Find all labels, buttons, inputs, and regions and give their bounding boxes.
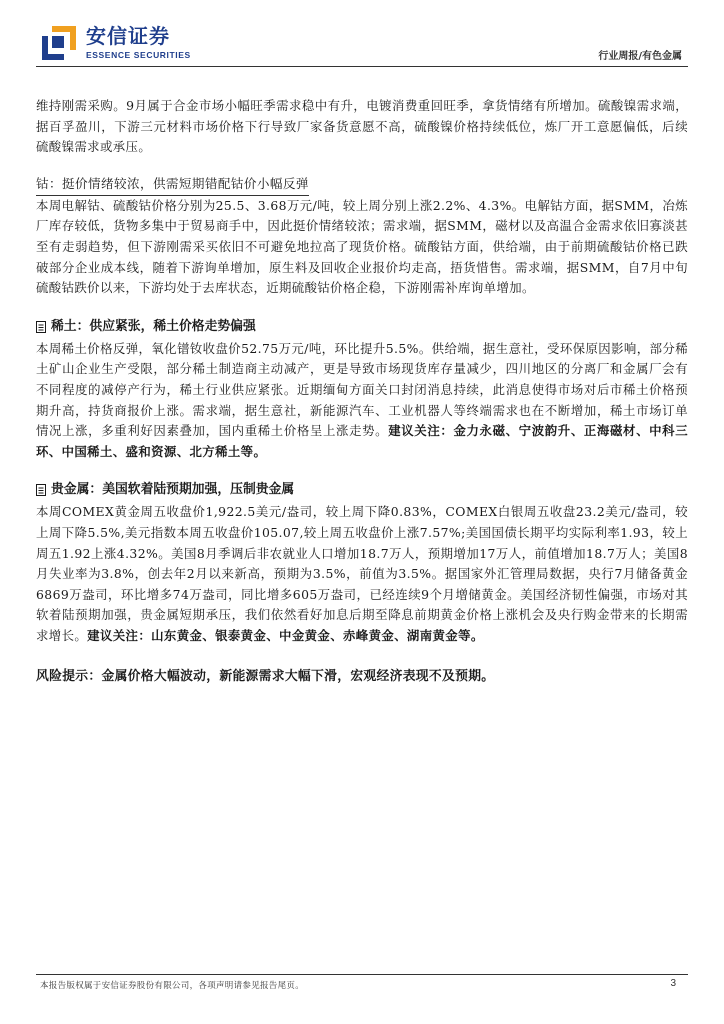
cobalt-paragraph: 本周电解钴、硫酸钴价格分别为25.5、3.68万元/吨，较上周分别上涨2.2%、4.3%。电解钴方面，据SMM，冶炼厂库存较低，货物多集中于贸易商手中，因此挺价情绪较浓；需求端，据SMM，磁材以及高温合金需求依旧寡淡甚至有走弱趋势，但下游刚需采买依旧不可避免地拉高了现货价格。硫酸钴方面，供给端，由于前期硫酸钴价格已跌破部分企业成本线，随着下游询单增加，原生料及回收企业报价均走高，捂货惜售。需求端，据SMM，自7月中旬硫酸钴跌价以来，下游均处于去库状态，近期硫酸钴价格企稳，下游刚需补库询单增加。: [36, 197, 688, 296]
precious-metals-suggestion: 建议关注：山东黄金、银泰黄金、中金黄金、赤峰黄金、湖南黄金等。: [87, 627, 484, 643]
precious-metals-text: 本周COMEX黄金周五收盘价1,922.5美元/盎司，较上周下降0.83%，COMEX白银周五收盘23.2美元/盎司，较上周下降5.5%,美元指数本周五收盘价105.07,较上周五收盘价上涨7.57%;美国国债长期平均实际利率1.93，较上周五1.92上涨4.32%。美国8月季调后非农就业人口增加18.7万人，预期增加17万人，前值增加18.7万人；美国8月失业率为3.8%，创去年2月以来新高，预期为3.5%，前值为3.5%。据国家外汇管理局数据，央行7月储备黄金6869万盎司，环比增多74万盎司，同比增多605万盎司，已经连续9个月增储黄金。美国经济韧性偏强，市场对其软着陆预期加强，贵金属短期承压，我们依然看好加息后期至降息前期黄金价格上涨机会及央行购金带来的长期需求增长。: [36, 504, 688, 643]
precious-metals-paragraph: [36, 502, 688, 646]
document-icon: [36, 321, 46, 333]
precious-metals-heading: [36, 480, 688, 500]
document-icon: [36, 484, 46, 496]
precious-metals-title: 贵金属：美国软着陆预期加强，压制贵金属: [51, 482, 295, 498]
brand-name-cn: 安信证券: [86, 24, 170, 48]
header-divider: [36, 66, 688, 67]
footer-divider: [36, 974, 688, 975]
rare-earth-text: 本周稀土价格反弹，氧化镨钕收盘价52.75万元/吨，环比提升5.5%。供给端，据生意社，受环保原因影响，部分稀土矿山企业生产受限，部分稀土制造商主动减产，更是导致市场现货库存量减少，四川地区的分离厂和金属厂会有不同程度的减停产行为，稀土行业供应紧张。近期缅甸方面关口封闭消息持续，此消息使得市场对后市稀土价格预期升高，持货商报价上涨。需求端，据生意社，新能源汽车、工业机器人等终端需求也在不断增加，稀土市场订单情况上涨，多重利好因素叠加，国内重稀土价格呈上涨走势。: [36, 340, 688, 439]
cobalt-heading: 钴：挺价情绪较浓，供需短期错配钴价小幅反弹: [36, 174, 309, 196]
risk-warning: 风险提示：金属价格大幅波动，新能源需求大幅下滑，宏观经济表现不及预期。: [36, 669, 495, 685]
report-body: [36, 96, 688, 687]
rare-earth-paragraph: [36, 339, 688, 463]
brand: [86, 24, 191, 61]
rare-earth-title: 稀土：供应紧张，稀土价格走势偏强: [51, 318, 256, 334]
page-header: [0, 0, 724, 72]
intro-paragraph: 维持刚需采购。9月属于合金市场小幅旺季需求稳中有升，电镀消费重回旺季，拿货情绪有所增加。硫酸镍需求端，据百孚盈川，下游三元材料市场价格下行导致厂家备货意愿不高，硫酸镍价格持续低位，炼厂开工意愿偏低，后续硫酸镍需求或承压。: [36, 98, 688, 155]
rare-earth-heading: [36, 317, 688, 337]
footer-disclaimer: 本报告版权属于安信证券股份有限公司，各项声明请参见报告尾页。: [40, 981, 305, 991]
report-category: 行业周报/有色金属: [598, 51, 682, 62]
rare-earth-suggestion: 建议关注：金力永磁、宁波韵升、正海磁材、中科三环、中国稀土、盛和资源、北方稀土等。: [36, 423, 688, 459]
page-number: 3: [670, 978, 676, 989]
essence-logo-icon: [40, 24, 78, 62]
brand-name-en: ESSENCE SECURITIES: [86, 50, 191, 60]
